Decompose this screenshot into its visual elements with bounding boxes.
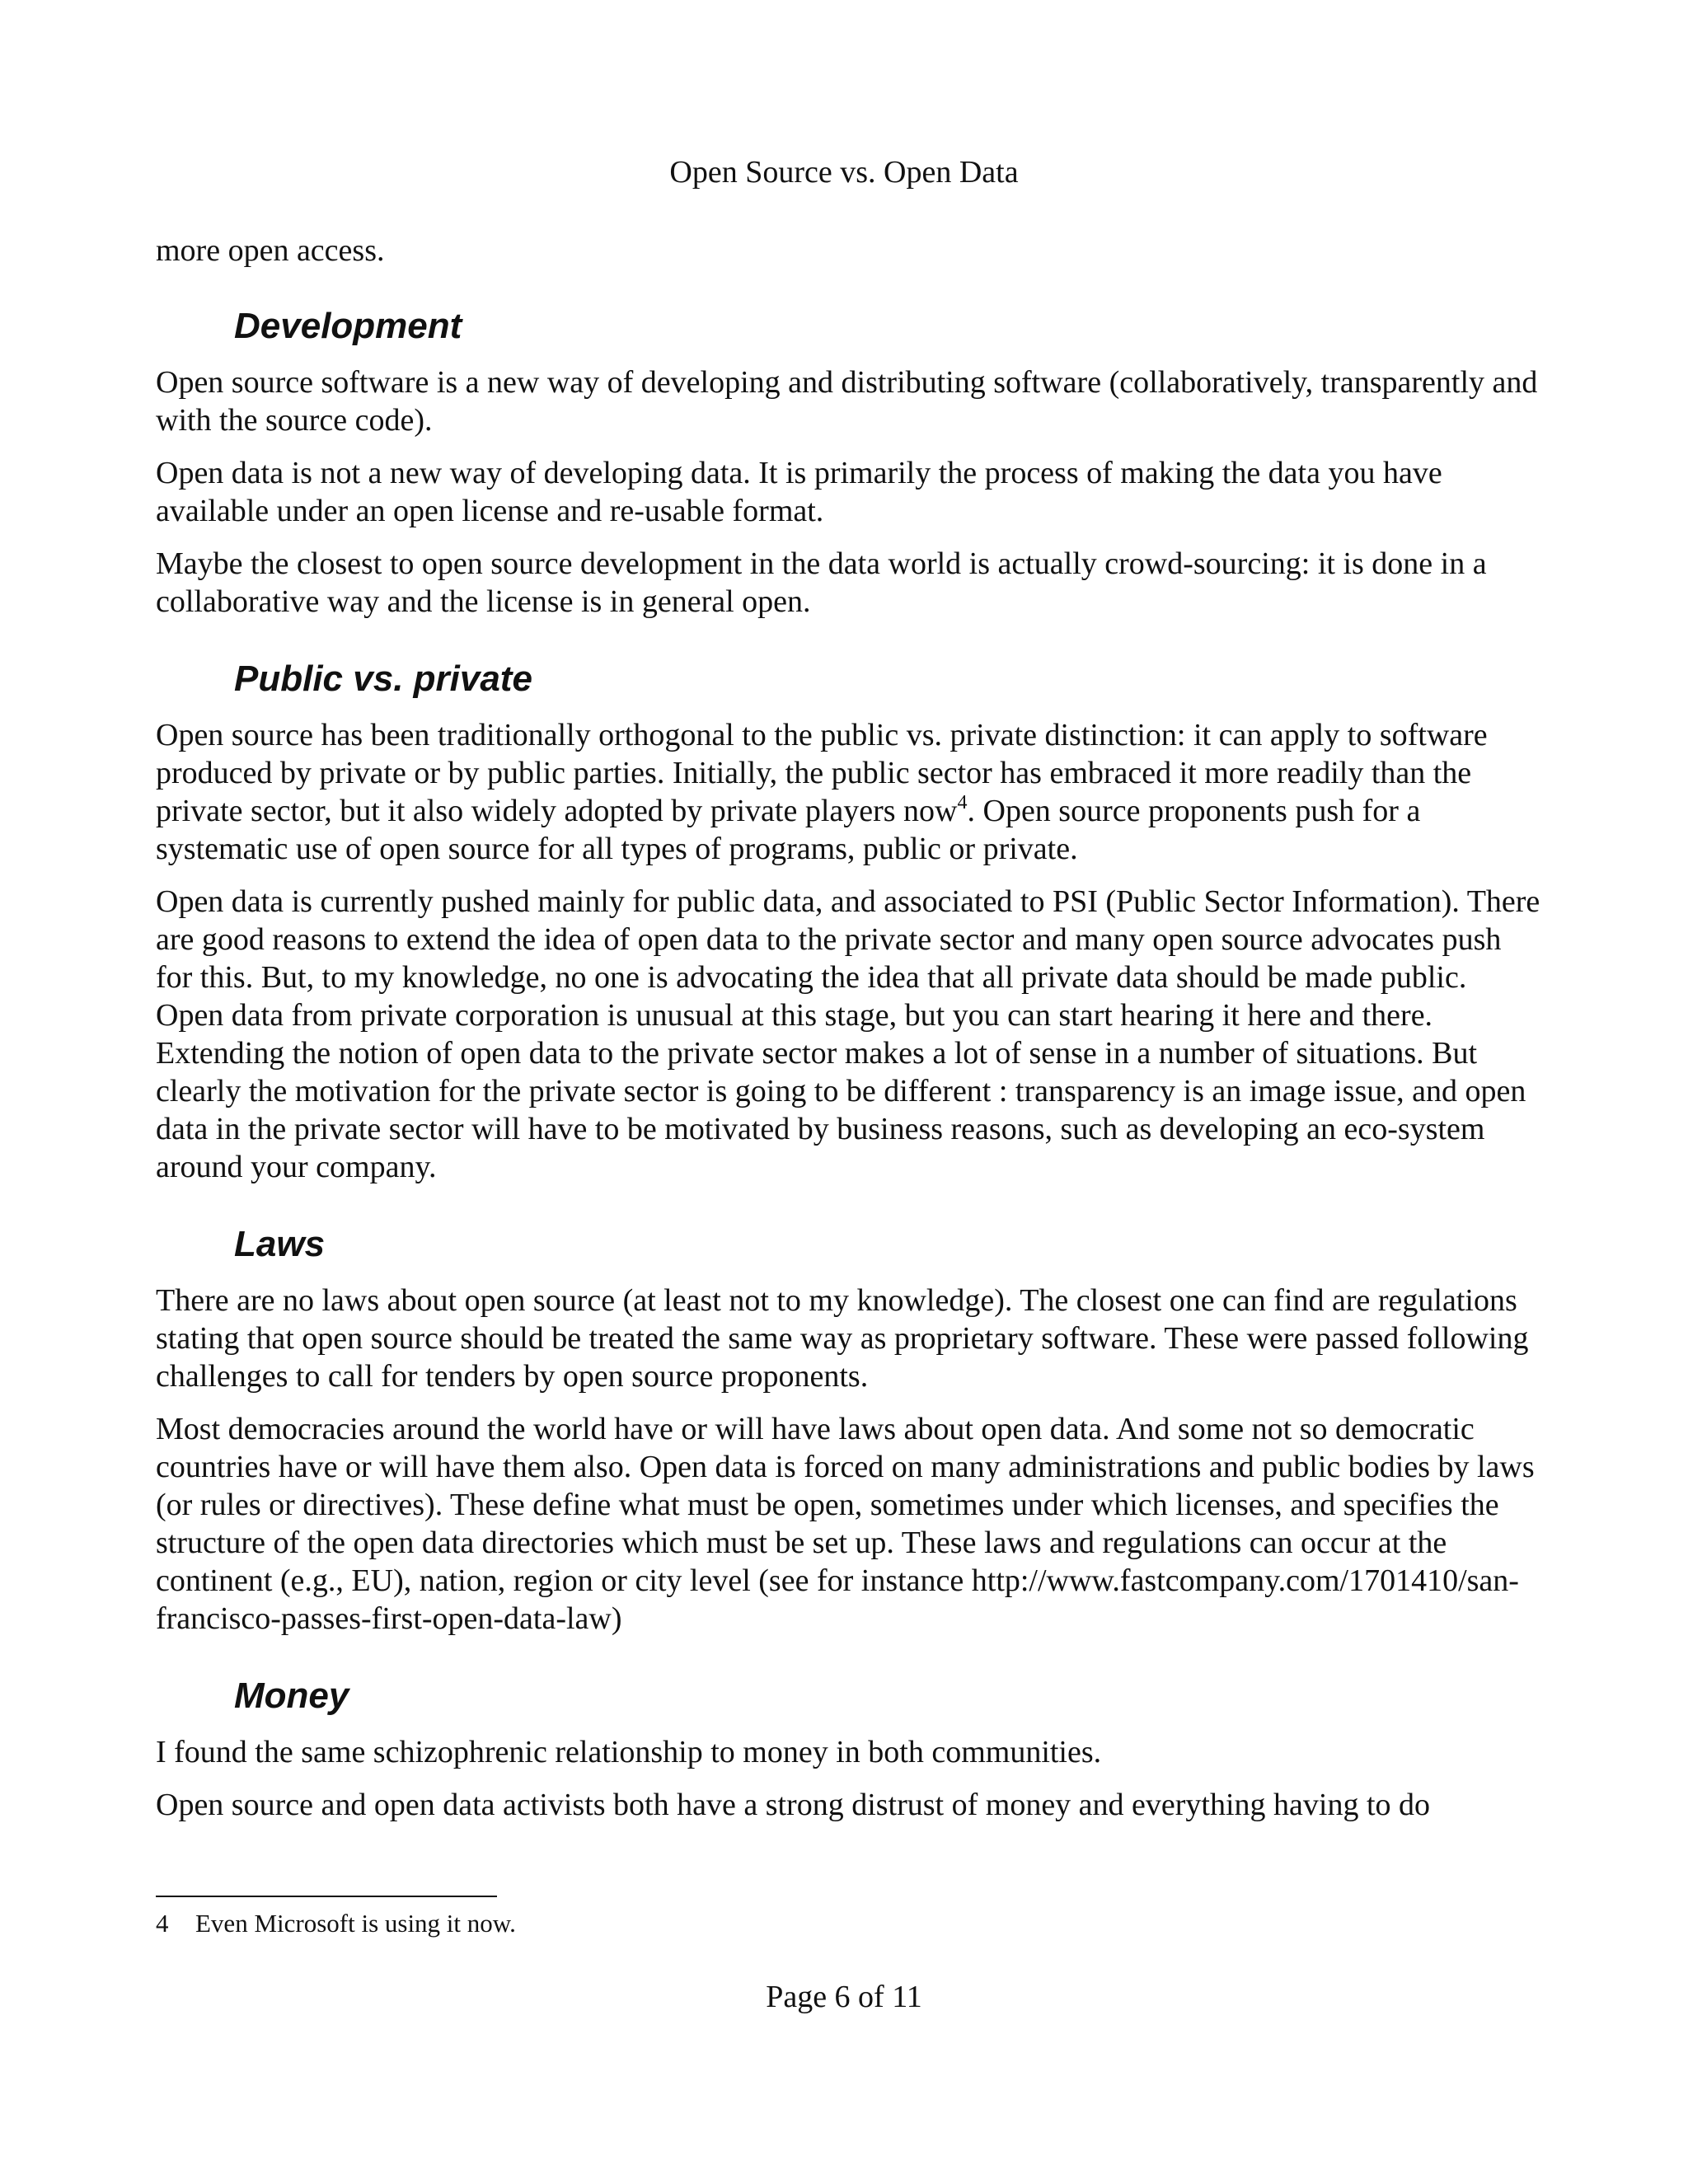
footnote-number: 4 xyxy=(156,1909,169,1938)
footnote-reference: 4 xyxy=(957,792,968,813)
public-private-paragraph-1-text: Open source has been traditionally orthogonal to the public vs. private distinction: it can apply to software produced by private or by public parties. Initially, the public sector has embraced it more readily than the private sector, but it also widely adopted by private players now xyxy=(156,718,1488,828)
section-heading-laws: Laws xyxy=(234,1224,326,1264)
footnote xyxy=(156,1908,516,1939)
section-heading-money: Money xyxy=(234,1675,349,1716)
section-heading-public-private: Public vs. private xyxy=(234,658,532,699)
development-paragraph-3: Maybe the closest to open source development in the data world is actually crowd-sourcing: it is done in a collaborative way and the license is in general open. xyxy=(156,546,1487,619)
section-heading-development: Development xyxy=(234,306,462,346)
laws-paragraph-2: Most democracies around the world have or will have laws about open data. And some not so democratic countries have or will have them also. Open data is forced on many administrations and public bodies by laws (or rules or directives). These define what must be open, sometimes under which licenses, and specifies the structure of the open data directories which must be set up. These laws and regulations can occur at the continent (e.g., EU), nation, region or city level (see for instance http://www.fastcompany.com/1701410/san-francisco-passes-first-open-data-law) xyxy=(156,1412,1535,1636)
money-paragraph-1: I found the same schizophrenic relationship to money in both communities. xyxy=(156,1735,1102,1769)
page-number: Page 6 of 11 xyxy=(766,1980,922,2014)
development-paragraph-1: Open source software is a new way of developing and distributing software (collaboratively, transparently and with the source code). xyxy=(156,365,1538,438)
footnote-text: Even Microsoft is using it now. xyxy=(195,1909,516,1938)
running-header: Open Source vs. Open Data xyxy=(669,155,1019,190)
public-private-paragraph-1 xyxy=(156,716,1540,868)
laws-paragraph-1: There are no laws about open source (at least not to my knowledge). The closest one can find are regulations stating that open source should be treated the same way as proprietary software. These were passed following challenges to call for tenders by open source proponents. xyxy=(156,1283,1529,1394)
page-body xyxy=(156,232,1540,1839)
development-paragraph-2: Open data is not a new way of developing data. It is primarily the process of making the data you have available under an open license and re-usable format. xyxy=(156,456,1442,528)
intro-paragraph: more open access. xyxy=(156,233,385,268)
public-private-paragraph-2: Open data is currently pushed mainly for public data, and associated to PSI (Public Sector Information). There are good reasons to extend the idea of open data to the private sector and many open source advocates push for this. But, to my knowledge, no one is advocating the idea that all private data should be made public. Open data from private corporation is unusual at this stage, but you can start hearing it here and there. Extending the notion of open data to the private sector makes a lot of sense in a number of situations. But clearly the motivation for the private sector is going to be different : transparency is an image issue, and open data in the private sector will have to be motivated by business reasons, such as developing an eco-system around your company. xyxy=(156,884,1540,1184)
public-private-paragraph-1-text-end: . Open source proponents push for a systematic use of open source for all types of programs, public or private. xyxy=(156,794,1421,866)
money-paragraph-2: Open source and open data activists both have a strong distrust of money and everything having to do xyxy=(156,1788,1431,1822)
footnote-separator xyxy=(156,1896,497,1897)
